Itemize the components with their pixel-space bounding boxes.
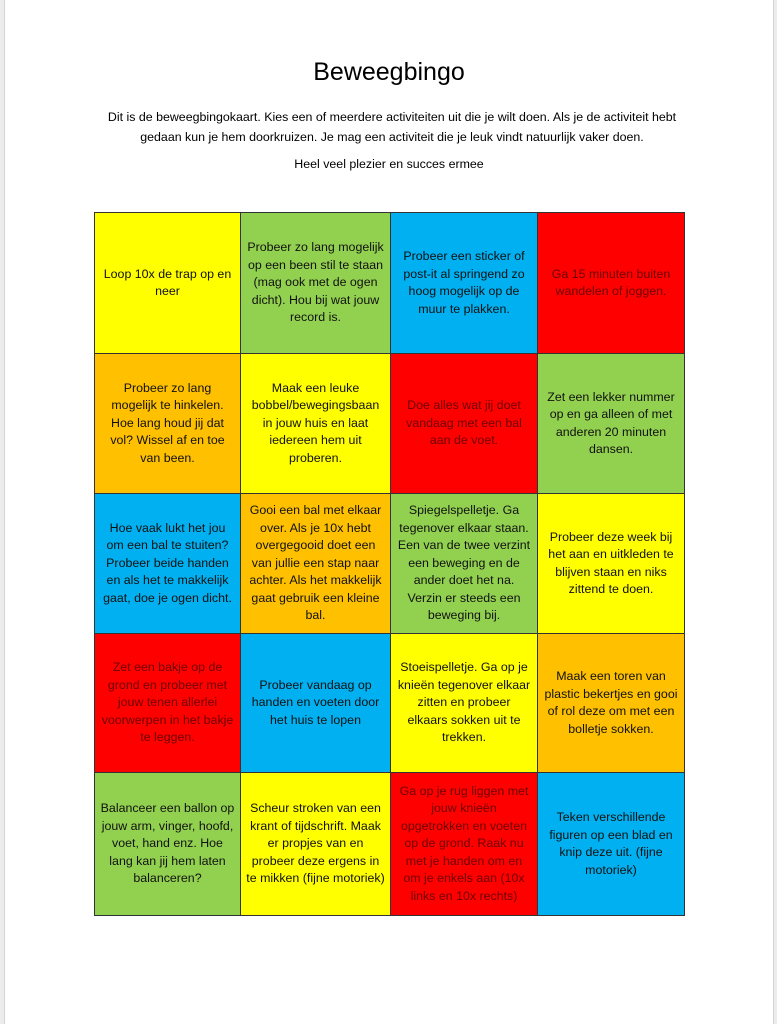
bingo-cell bbox=[95, 634, 241, 773]
bingo-cell bbox=[538, 494, 685, 634]
bingo-grid bbox=[94, 212, 685, 916]
bingo-cell-text: Hoe vaak lukt het jou om een bal te stuiten? Probeer beide handen en als het te makkelijk gaat, doe je ogen dicht. bbox=[103, 520, 232, 605]
bingo-cell-text: Maak een leuke bobbel/bewegingsbaan in jouw huis en laat iedereen hem uit proberen. bbox=[251, 380, 380, 465]
bingo-cell bbox=[241, 354, 391, 494]
bingo-cell bbox=[391, 634, 538, 773]
bingo-cell-text: Ga 15 minuten buiten wandelen of joggen. bbox=[551, 266, 671, 298]
greeting-text: Heel veel plezier en succes ermee bbox=[294, 157, 484, 171]
bingo-cell-text: Zet een lekker nummer op en ga alleen of met anderen 20 minuten dansen. bbox=[547, 389, 675, 456]
bingo-cell bbox=[95, 213, 241, 354]
bingo-cell-text: Maak een toren van plastic bekertjes en gooi of rol deze om met een bolletje sokken. bbox=[544, 669, 678, 736]
bingo-cell bbox=[391, 213, 538, 354]
bingo-cell bbox=[391, 773, 538, 916]
bingo-cell bbox=[391, 494, 538, 634]
page-title: Beweegbingo bbox=[313, 58, 465, 86]
bingo-cell bbox=[241, 494, 391, 634]
bingo-cell bbox=[95, 354, 241, 494]
bingo-cell bbox=[538, 773, 685, 916]
bingo-cell-text: Loop 10x de trap op en neer bbox=[103, 266, 232, 298]
bingo-cell bbox=[538, 354, 685, 494]
bingo-cell-text: Probeer een sticker of post-it al springend zo hoog mogelijk op de muur te plakken. bbox=[403, 249, 525, 316]
intro-text: Dit is de beweegbingokaart. Kies een of meerdere activiteiten uit die je wilt doen. Als je de activiteit hebt gedaan kun je hem doorkruizen. Je mag een activiteit die je leuk vindt natuurlijk vaker doen. bbox=[107, 110, 677, 144]
bingo-cell-text: Teken verschillende figuren op een blad en knip deze uit. (fijne motoriek) bbox=[549, 810, 673, 877]
bingo-cell-text: Probeer zo lang mogelijk op een been stil te staan (mag ook met de ogen dicht). Hou bij wat jouw record is. bbox=[247, 240, 384, 325]
bingo-cell-text: Probeer zo lang mogelijk te hinkelen. Hoe lang houd jij dat vol? Wissel af en toe van been. bbox=[110, 380, 225, 465]
bingo-cell bbox=[241, 634, 391, 773]
bingo-cell-text: Stoeispelletje. Ga op je knieën tegenover elkaar zitten en probeer elkaars sokken uit te trekken. bbox=[397, 660, 531, 745]
bingo-cell-text: Zet een bakje op de grond en probeer met jouw tenen allerlei voorwerpen in het bakje te leggen. bbox=[101, 660, 234, 745]
bingo-cell-text: Ga op je rug liggen met jouw knieën opgetrokken en voeten op de grond. Raak nu met je handen om en om je enkels aan (10x links en 10x rechts) bbox=[399, 783, 529, 903]
bingo-cell bbox=[538, 634, 685, 773]
bingo-cell bbox=[538, 213, 685, 354]
bingo-cell-text: Gooi een bal met elkaar over. Als je 10x hebt overgegooid doet een van jullie een stap naar achter. Als het makkelijk gaat gebruik een kleine bal. bbox=[249, 503, 382, 623]
bingo-cell-text: Scheur stroken van een krant of tijdschrift. Maak er propjes van en probeer deze ergens in te mikken (fijne motoriek) bbox=[246, 801, 385, 886]
bingo-cell-text: Probeer vandaag op handen en voeten door het huis te lopen bbox=[251, 677, 380, 727]
bingo-cell-text: Probeer deze week bij het aan en uitkleden te blijven staan en niks zittend te doen. bbox=[548, 529, 674, 596]
bingo-cell-text: Doe alles wat jij doet vandaag met een bal aan de voet. bbox=[406, 398, 522, 448]
bingo-cell bbox=[241, 213, 391, 354]
bingo-cell bbox=[391, 354, 538, 494]
bingo-cell-text: Balanceer een ballon op jouw arm, vinger, hoofd, voet, hand enz. Hoe lang kan jij hem laten balanceren? bbox=[100, 801, 235, 886]
bingo-cell bbox=[95, 494, 241, 634]
bingo-cell-text: Spiegelspelletje. Ga tegenover elkaar staan. Een van de twee verzint een beweging en de ander doet het na. Verzin er steeds een beweging bij. bbox=[397, 503, 531, 623]
bingo-cell bbox=[95, 773, 241, 916]
document-page bbox=[4, 0, 774, 1024]
bingo-cell bbox=[241, 773, 391, 916]
